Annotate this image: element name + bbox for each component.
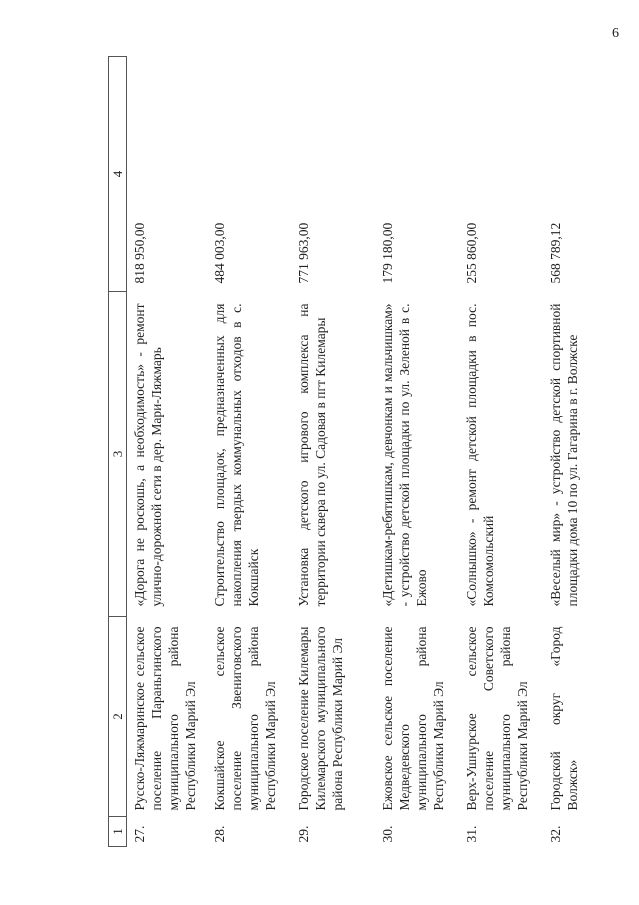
table-row — [379, 57, 463, 847]
municipality-name: Верх-Ушнурское сельское поселение Советского муниципального района Республики Марий Эл — [463, 626, 530, 811]
row-number: 30. — [379, 825, 395, 843]
municipality-name: Городское поселение Килемары Килемарского муниципального района Республики Марий Эл — [295, 626, 345, 811]
header-col-3: 3 — [109, 292, 127, 617]
header-col-1: 1 — [109, 817, 127, 847]
header-col-2: 2 — [109, 617, 127, 817]
table-header-row — [109, 57, 127, 847]
row-number: 32. — [547, 825, 563, 843]
amount: 568 789,12 — [547, 222, 563, 284]
amount: 771 963,00 — [295, 222, 311, 284]
row-number: 28. — [211, 825, 227, 843]
table-row — [463, 57, 547, 847]
amount: 255 860,00 — [463, 222, 479, 284]
project-description: «Дорога не роскошь, а необходимость» - ремонт улично-дорожной сети в дер. Мари-Ляжмарь — [132, 303, 164, 607]
project-description: Установка детского игрового комплекса на территории сквера по ул. Садовая в пгт Килемары — [295, 303, 328, 607]
rotated-table-container — [108, 57, 628, 847]
amount: 484 003,00 — [211, 222, 227, 284]
table-row — [211, 57, 295, 847]
row-number: 27. — [132, 825, 147, 843]
municipality-name: Ежовское сельское поселение Медведевского муниципального района Республики Марий Эл — [379, 626, 446, 811]
municipality-name: Городской округ «Город Волжск» — [547, 626, 580, 811]
row-number: 29. — [295, 825, 311, 843]
project-description: «Солнышко» - ремонт детской площадки в пос. Комсомольский — [463, 303, 496, 607]
header-col-4: 4 — [109, 57, 127, 292]
page-number: 6 — [612, 26, 619, 41]
project-description: «Детишкам-ребятишкам, девчонкам и мальчишкам» - устройство детской площадки по ул. Зеленой в с. Ежово — [379, 303, 429, 607]
table-row — [127, 57, 211, 847]
projects-table — [108, 56, 631, 847]
project-description: «Веселый мир» - устройство детской спортивной площадки дома 10 по ул. Гагарина в г. Волжске — [547, 303, 580, 607]
municipality-name: Русско-Ляжмаринское сельское поселение Параньгинского муниципального района Республики Марий Эл — [132, 626, 198, 811]
table-row — [547, 57, 631, 847]
row-number: 31. — [463, 825, 479, 843]
amount: 818 950,00 — [132, 222, 147, 284]
project-description: Строительство площадок, предназначенных для накопления твердых коммунальных отходов в с. Кокшайск — [211, 303, 261, 607]
municipality-name: Кокшайское сельское поселение Звениговского муниципального района Республики Марий Эл — [211, 626, 278, 811]
table-row — [295, 57, 379, 847]
amount: 179 180,00 — [379, 222, 395, 284]
